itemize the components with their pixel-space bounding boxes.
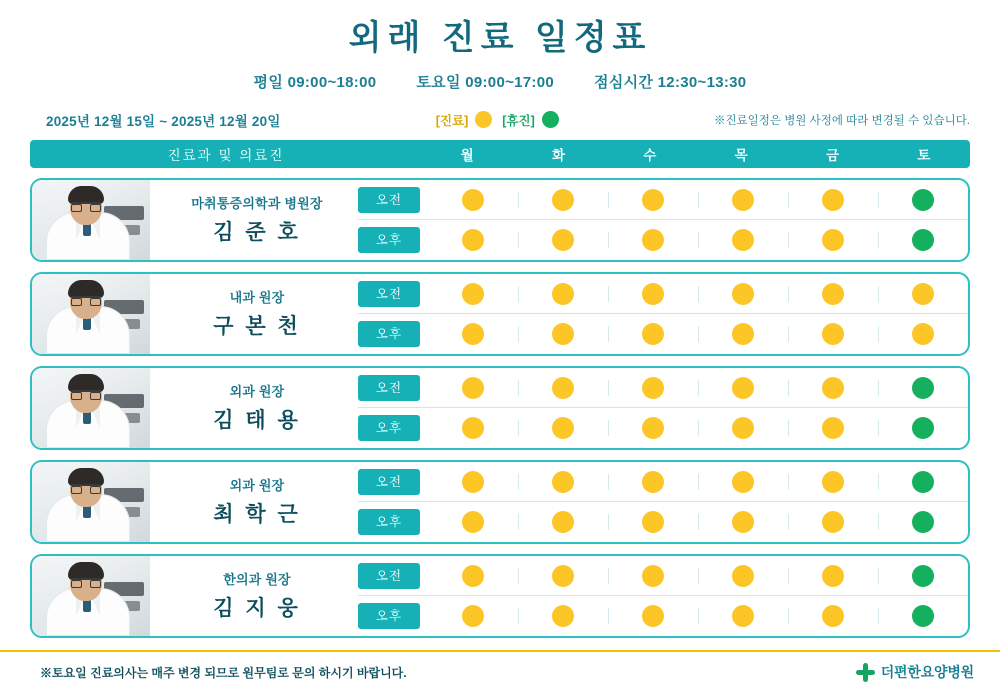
am-label: 오전 xyxy=(358,281,420,307)
table-row xyxy=(30,366,970,450)
slot-pm-mon xyxy=(428,605,518,627)
doctor-dept: 마취통증의학과 병원장 xyxy=(191,196,323,212)
slot-am-thu xyxy=(698,283,788,305)
footer-note: ※토요일 진료의사는 매주 변경 되므로 원무팀로 문의 하시기 바랍니다. xyxy=(40,665,407,680)
slot-pm-thu xyxy=(698,323,788,345)
date-range: 2025년 12월 15일 ~ 2025년 12월 20일 xyxy=(46,113,281,129)
legend xyxy=(281,111,714,129)
am-label: 오전 xyxy=(358,187,420,213)
logo-text: 더편한요양병원 xyxy=(880,664,974,680)
slot-am-sat xyxy=(878,189,968,211)
doctor-dept: 내과 원장 xyxy=(229,290,285,306)
slot-row-pm xyxy=(358,595,968,636)
footer xyxy=(0,650,1000,692)
slot-am-mon xyxy=(428,283,518,305)
header-day-thu: 목 xyxy=(734,147,749,163)
slot-am-fri xyxy=(788,377,878,399)
doctor-photo xyxy=(32,274,150,354)
slot-row-am xyxy=(358,180,968,220)
slot-am-wed xyxy=(608,377,698,399)
doctor-photo xyxy=(32,368,150,448)
slot-pm-fri xyxy=(788,511,878,533)
slot-pm-mon xyxy=(428,229,518,251)
doctor-photo xyxy=(32,462,150,542)
doctor-name: 김 태 용 xyxy=(213,409,301,433)
slot-am-tue xyxy=(518,377,608,399)
slot-row-am xyxy=(358,556,968,596)
medical-cross-icon xyxy=(856,663,875,682)
table-row xyxy=(30,460,970,544)
doctor-info xyxy=(150,180,358,260)
pm-label: 오후 xyxy=(358,321,420,347)
availability-slots xyxy=(358,274,968,354)
slot-am-fri xyxy=(788,471,878,493)
slot-row-pm xyxy=(358,501,968,542)
schedule-table xyxy=(30,140,970,638)
legend-open-dot-icon xyxy=(475,111,492,128)
slot-pm-tue xyxy=(518,417,608,439)
legend-closed-dot-icon xyxy=(542,111,559,128)
doctor-info xyxy=(150,556,358,636)
hospital-logo xyxy=(856,662,974,682)
slot-pm-tue xyxy=(518,511,608,533)
table-row xyxy=(30,272,970,356)
am-label: 오전 xyxy=(358,563,420,589)
slot-pm-thu xyxy=(698,511,788,533)
page-title: 외래 진료 일정표 xyxy=(348,19,652,57)
slot-pm-fri xyxy=(788,323,878,345)
header-day-fri: 금 xyxy=(825,147,840,163)
slot-row-pm xyxy=(358,219,968,260)
slot-pm-mon xyxy=(428,511,518,533)
pm-label: 오후 xyxy=(358,227,420,253)
slot-am-mon xyxy=(428,565,518,587)
hours-weekday: 평일 09:00~18:00 xyxy=(253,73,377,91)
doctor-dept: 외과 원장 xyxy=(229,478,285,494)
doctor-info xyxy=(150,274,358,354)
slot-am-thu xyxy=(698,471,788,493)
slot-pm-wed xyxy=(608,229,698,251)
slot-am-mon xyxy=(428,377,518,399)
slot-pm-wed xyxy=(608,511,698,533)
header-dept: 진료과 및 의료진 xyxy=(167,147,285,163)
hours-saturday: 토요일 09:00~17:00 xyxy=(416,73,555,91)
slot-am-wed xyxy=(608,471,698,493)
doctor-dept: 외과 원장 xyxy=(229,384,285,400)
slot-am-mon xyxy=(428,471,518,493)
slot-pm-mon xyxy=(428,417,518,439)
slot-pm-wed xyxy=(608,417,698,439)
slot-pm-sat xyxy=(878,229,968,251)
header-day-mon: 월 xyxy=(460,147,475,163)
operating-hours xyxy=(0,71,1000,92)
slot-am-tue xyxy=(518,189,608,211)
pm-label: 오후 xyxy=(358,509,420,535)
am-label: 오전 xyxy=(358,469,420,495)
table-row xyxy=(30,178,970,262)
doctor-name: 구 본 천 xyxy=(213,315,301,339)
slot-pm-tue xyxy=(518,229,608,251)
pm-label: 오후 xyxy=(358,603,420,629)
slot-pm-thu xyxy=(698,605,788,627)
slot-row-am xyxy=(358,462,968,502)
table-row xyxy=(30,554,970,638)
meta-row xyxy=(0,110,1000,130)
doctor-info xyxy=(150,462,358,542)
slot-row-pm xyxy=(358,313,968,354)
slot-pm-fri xyxy=(788,417,878,439)
legend-closed-label: [휴진] xyxy=(502,113,535,128)
doctor-name: 김 준 호 xyxy=(213,221,301,245)
slot-pm-sat xyxy=(878,605,968,627)
slot-pm-thu xyxy=(698,229,788,251)
slot-row-pm xyxy=(358,407,968,448)
slot-pm-sat xyxy=(878,417,968,439)
slot-am-wed xyxy=(608,565,698,587)
header-day-sat: 토 xyxy=(917,147,932,163)
slot-pm-thu xyxy=(698,417,788,439)
header-day-wed: 수 xyxy=(643,147,658,163)
legend-open-label: [진료] xyxy=(435,113,469,128)
slot-pm-wed xyxy=(608,323,698,345)
schedule-change-note: ※진료일정은 병원 사정에 따라 변경될 수 있습니다. xyxy=(713,114,970,127)
slot-am-sat xyxy=(878,471,968,493)
slot-am-wed xyxy=(608,283,698,305)
legend-closed xyxy=(502,111,558,129)
doctor-photo xyxy=(32,180,150,260)
slot-pm-mon xyxy=(428,323,518,345)
slot-am-sat xyxy=(878,377,968,399)
slot-am-tue xyxy=(518,471,608,493)
hours-lunch: 점심시간 12:30~13:30 xyxy=(594,73,747,91)
header-day-tue: 화 xyxy=(551,147,567,163)
availability-slots xyxy=(358,368,968,448)
am-label: 오전 xyxy=(358,375,420,401)
doctor-name: 최 학 근 xyxy=(213,503,301,527)
slot-row-am xyxy=(358,368,968,408)
slot-pm-tue xyxy=(518,323,608,345)
doctor-info xyxy=(150,368,358,448)
table-header-row xyxy=(30,140,970,168)
slot-row-am xyxy=(358,274,968,314)
doctor-dept: 한의과 원장 xyxy=(223,572,291,588)
slot-am-sat xyxy=(878,565,968,587)
slot-am-wed xyxy=(608,189,698,211)
slot-am-thu xyxy=(698,565,788,587)
slot-pm-wed xyxy=(608,605,698,627)
slot-am-thu xyxy=(698,377,788,399)
slot-am-thu xyxy=(698,189,788,211)
slot-pm-sat xyxy=(878,511,968,533)
slot-pm-tue xyxy=(518,605,608,627)
doctor-photo xyxy=(32,556,150,636)
legend-open xyxy=(436,111,492,129)
availability-slots xyxy=(358,462,968,542)
doctor-name: 김 지 웅 xyxy=(213,597,301,621)
slot-am-tue xyxy=(518,283,608,305)
slot-am-mon xyxy=(428,189,518,211)
availability-slots xyxy=(358,556,968,636)
slot-am-fri xyxy=(788,565,878,587)
slot-am-tue xyxy=(518,565,608,587)
availability-slots xyxy=(358,180,968,260)
slot-am-fri xyxy=(788,189,878,211)
slot-am-sat xyxy=(878,283,968,305)
slot-pm-fri xyxy=(788,229,878,251)
slot-pm-fri xyxy=(788,605,878,627)
slot-am-fri xyxy=(788,283,878,305)
slot-pm-sat xyxy=(878,323,968,345)
pm-label: 오후 xyxy=(358,415,420,441)
